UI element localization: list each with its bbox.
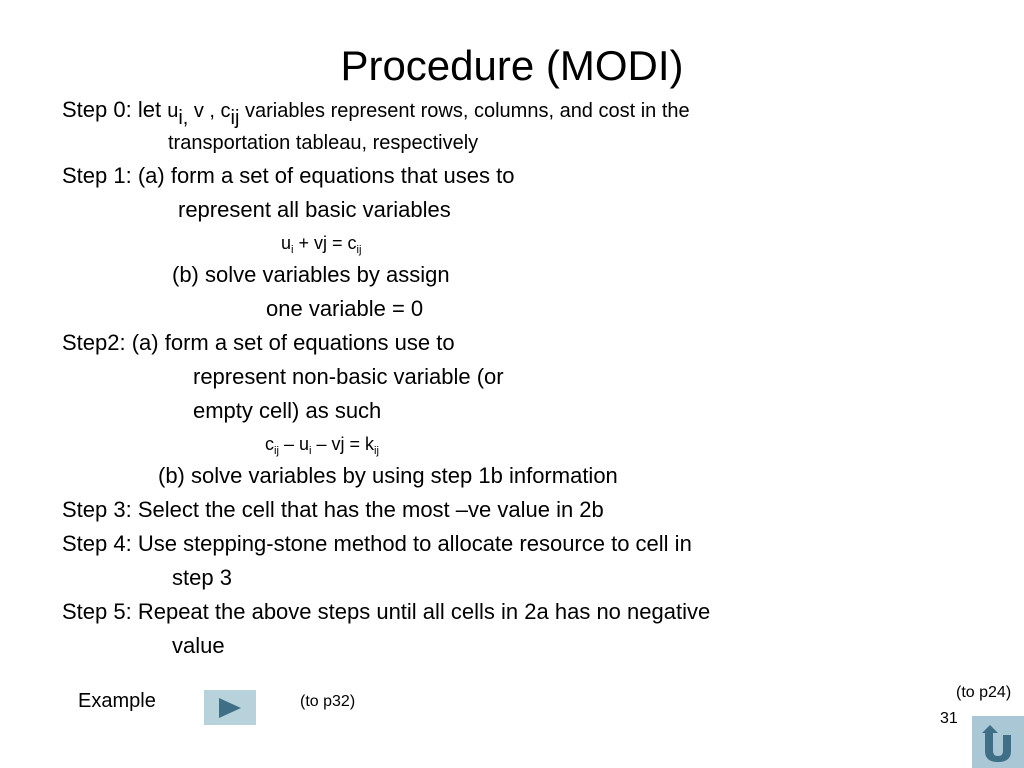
step1-b-line1: (b) solve variables by assign — [172, 262, 450, 287]
step0-line1: Step 0: let $u_{i,}$ v , $c_{ij}$ variables represent rows, columns, and cost in the — [62, 97, 690, 129]
step2-a-line1: Step2: (a) form a set of equations use to — [62, 330, 455, 355]
return-home-icon — [976, 721, 1020, 763]
step1-a-line2: represent all basic variables — [178, 197, 451, 222]
step5-line2: value — [172, 633, 225, 658]
to-p24-link[interactable]: (to p24) — [956, 684, 1012, 701]
to-p32-link[interactable]: (to p32) — [300, 693, 356, 710]
step2-b-line: (b) solve variables by using step 1b information — [158, 463, 618, 488]
step1-equation: $u_i$ + vj = $c_{ij}$ — [281, 233, 362, 256]
example-label: Example — [78, 690, 156, 712]
step4-line1: Step 4: Use stepping-stone method to allocate resource to cell in — [62, 531, 692, 556]
step2-equation: $c_{ij} - u_i$ – vj = $k_{ij}$ — [265, 434, 379, 457]
step2-a-line3: empty cell) as such — [193, 398, 382, 423]
step1-b-line2: one variable = 0 — [266, 296, 424, 321]
slide-title: Procedure (MODI) — [340, 42, 684, 89]
example-play-button[interactable] — [204, 690, 256, 725]
return-button[interactable] — [972, 716, 1024, 768]
step1-a-line1: Step 1: (a) form a set of equations that uses to — [62, 163, 515, 188]
step3-line: Step 3: Select the cell that has the most –ve value in 2b — [62, 497, 604, 522]
step5-line1: Step 5: Repeat the above steps until all cells in 2a has no negative — [62, 599, 711, 624]
play-icon — [217, 697, 243, 719]
step4-line2: step 3 — [172, 565, 232, 590]
page-number: 31 — [940, 710, 958, 727]
step2-a-line2: represent non-basic variable (or — [193, 364, 504, 389]
step0-line2: transportation tableau, respectively — [168, 132, 479, 154]
